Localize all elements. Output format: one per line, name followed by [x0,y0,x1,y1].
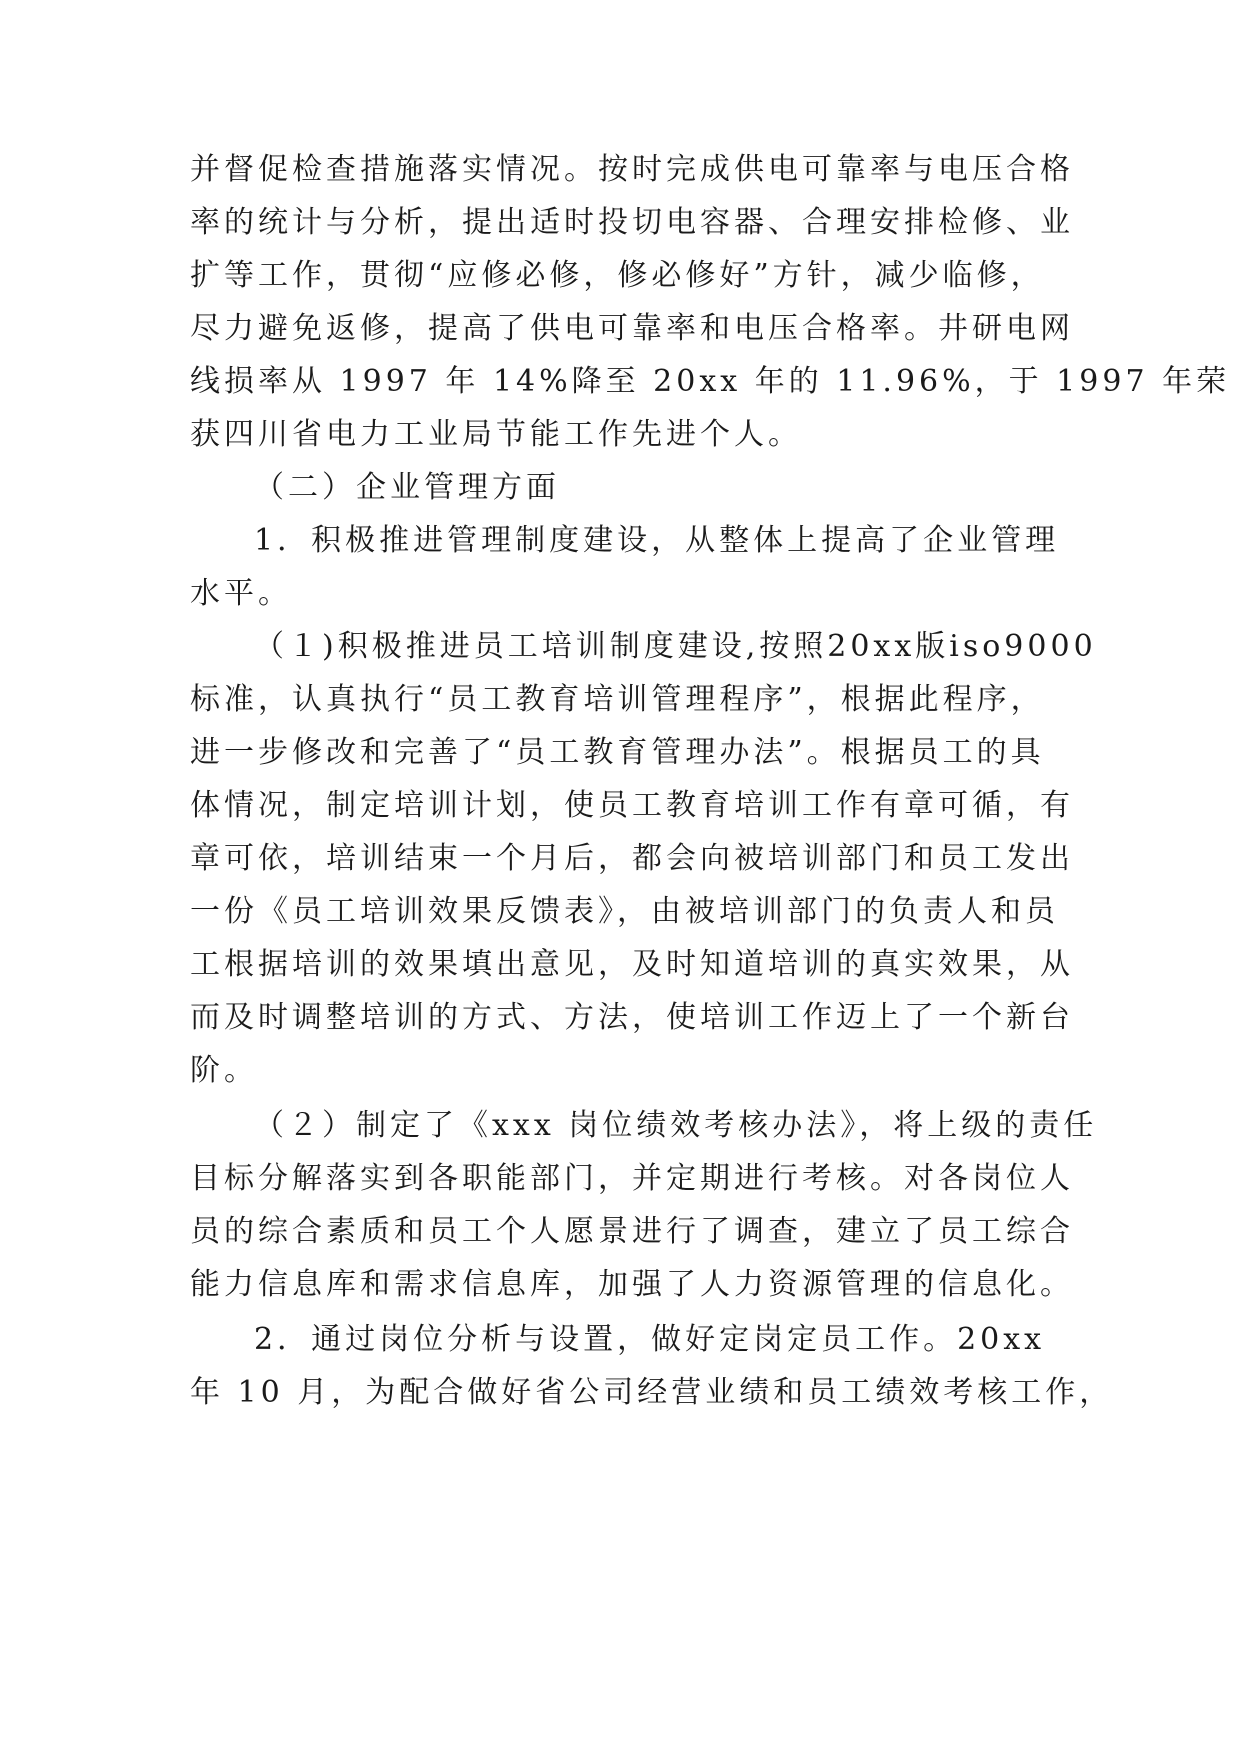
text-line: 阶。 [190,1053,258,1088]
text-line: 章可依，培训结束一个月后，都会向被培训部门和员工发出 [190,841,1074,876]
text-line: 目标分解落实到各职能部门，并定期进行考核。对各岗位人 [190,1161,1074,1196]
text-line: 标准，认真执行“员工教育培训管理程序”，根据此程序， [190,682,1045,717]
text-line: 扩等工作，贯彻“应修必修，修必修好”方针，减少临修， [190,258,1045,293]
text-line: 率的统计与分析，提出适时投切电容器、合理安排检修、业 [190,205,1074,240]
text-line: 一份《员工培训效果反馈表》，由被培训部门的负责人和员 [190,894,1059,929]
text-line: 体情况，制定培训计划，使员工教育培训工作有章可循，有 [190,788,1074,823]
text-line: 尽力避免返修，提高了供电可靠率和电压合格率。井研电网 [190,311,1074,346]
text-line: 进一步修改和完善了“员工教育管理办法”。根据员工的具 [190,735,1045,770]
text-line: 而及时调整培训的方式、方法，使培训工作迈上了一个新台 [190,1000,1074,1035]
text-line: 年 10 月，为配合做好省公司经营业绩和员工绩效考核工作， [190,1375,1114,1410]
text-line: 工根据培训的效果填出意见，及时知道培训的真实效果，从 [190,947,1074,982]
text-line: 水平。 [190,576,292,611]
text-line: 2．通过岗位分析与设置，做好定岗定员工作。20xx [254,1322,1046,1357]
text-line: （２）制定了《xxx 岗位绩效考核办法》，将上级的责任 [254,1108,1098,1143]
text-line: 能力信息库和需求信息库，加强了人力资源管理的信息化。 [190,1267,1074,1302]
text-line: 获四川省电力工业局节能工作先进个人。 [190,417,802,452]
text-line: 员的综合素质和员工个人愿景进行了调查，建立了员工综合 [190,1214,1074,1249]
text-line: 线损率从 1997 年 14%降至 20xx 年的 11.96%，于 1997 年荣 [190,364,1231,399]
text-line: 1．积极推进管理制度建设，从整体上提高了企业管理 [254,523,1060,558]
text-line: （１)积极推进员工培训制度建设,按照20xx版iso9000 [254,629,1097,664]
section-heading: （二）企业管理方面 [254,470,560,505]
text-line: 并督促检查措施落实情况。按时完成供电可靠率与电压合格 [190,152,1074,187]
